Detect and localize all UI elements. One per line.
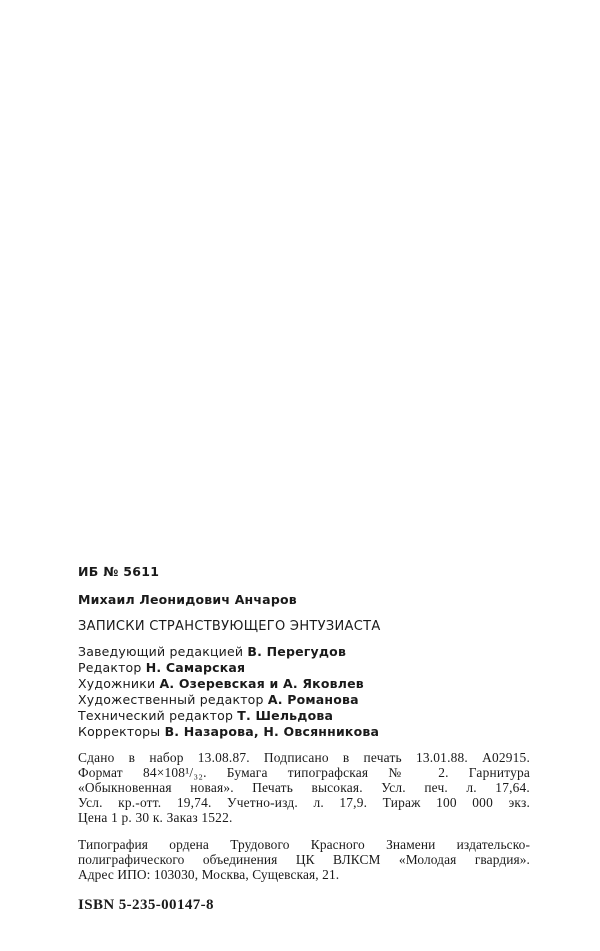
staff-line <box>78 692 530 708</box>
print-info-line: Усл. кр.-отт. 19,74. Учетно-изд. л. 17,9. Тираж 100 000 экз. <box>78 795 530 810</box>
staff-role: Художественный редактор <box>78 692 264 707</box>
isbn: ISBN 5-235-00147-8 <box>78 897 214 913</box>
staff-role: Заведующий редакцией <box>78 644 244 659</box>
staff-name: Н. Самарская <box>145 660 246 675</box>
staff-name: Т. Шельдова <box>237 708 334 723</box>
print-info-line: Сдано в набор 13.08.87. Подписано в печать 13.01.88. А02915. <box>78 750 530 765</box>
typography-line: полиграфического объединения ЦК ВЛКСМ «Молодая гвардия». <box>78 852 530 867</box>
ib-number: ИБ № 5611 <box>78 564 160 579</box>
staff-role: Корректоры <box>78 724 161 739</box>
staff-line <box>78 676 530 692</box>
print-info-line: «Обыкновенная новая». Печать высокая. Усл. печ. л. 17,64. <box>78 780 530 795</box>
typography-info <box>78 837 530 882</box>
imprint-block <box>78 564 530 914</box>
staff-role: Редактор <box>78 660 142 675</box>
staff-role: Художники <box>78 676 156 691</box>
staff-line <box>78 660 530 676</box>
staff-name: А. Озеревская и А. Яковлев <box>159 676 364 691</box>
staff-name: В. Перегудов <box>247 644 347 659</box>
print-info-line: Цена 1 р. 30 к. Заказ 1522. <box>78 810 233 825</box>
staff-line <box>78 724 530 740</box>
staff-name: В. Назарова, Н. Овсянникова <box>164 724 380 739</box>
staff-name: А. Романова <box>267 692 359 707</box>
staff-list <box>78 644 530 740</box>
typography-line: Адрес ИПО: 103030, Москва, Сущевская, 21. <box>78 867 340 882</box>
print-info <box>78 750 530 825</box>
author-name: Михаил Леонидович Анчаров <box>78 592 297 607</box>
typography-line: Типография ордена Трудового Красного Знамени издательско- <box>78 837 530 852</box>
print-info-line: Формат 84×108¹/₃₂. Бумага типографская № 2. Гарнитура <box>78 765 530 780</box>
book-title: ЗАПИСКИ СТРАНСТВУЮЩЕГО ЭНТУЗИАСТА <box>78 619 381 634</box>
staff-line <box>78 708 530 724</box>
staff-line <box>78 644 530 660</box>
staff-role: Технический редактор <box>78 708 234 723</box>
